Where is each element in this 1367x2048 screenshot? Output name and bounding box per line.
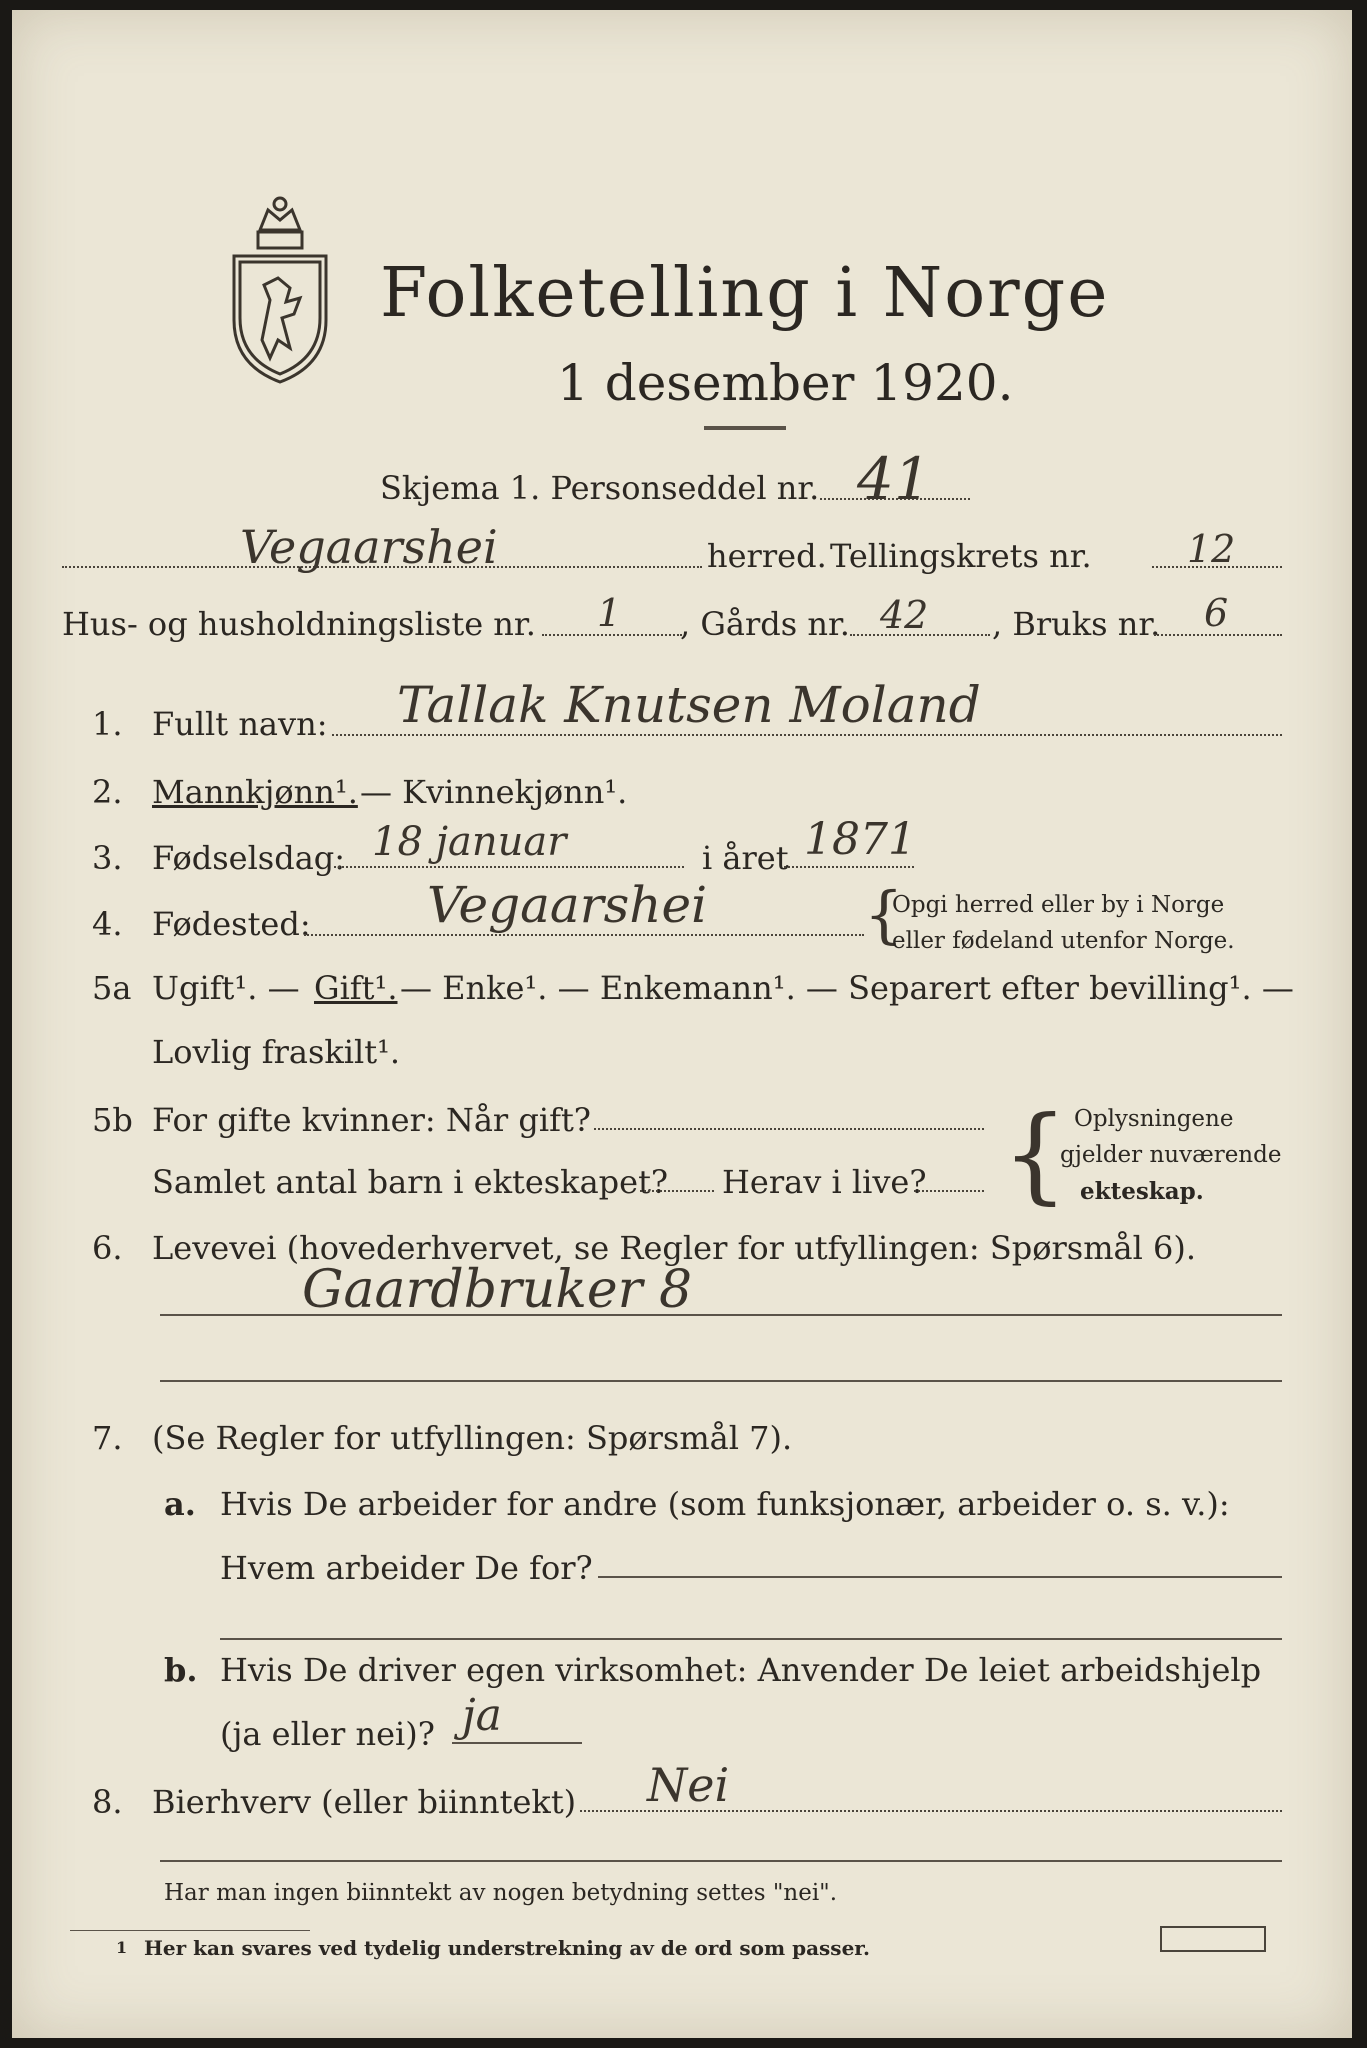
footer-note: Har man ingen biinntekt av nogen betydning settes "nei". (164, 1880, 838, 1906)
q6-line-2 (160, 1380, 1282, 1382)
q7a-question: Hvem arbeider De for? (220, 1549, 593, 1587)
footnote-mark: 1 (116, 1938, 128, 1957)
husholdningsliste-label: Hus- og husholdningsliste nr. (62, 605, 536, 643)
coat-of-arms-icon (220, 190, 340, 390)
husholdningsliste-number: 1 (597, 591, 622, 635)
q2-male-underlined: Mannkjønn¹. (152, 773, 358, 811)
q5b-note-3: ekteskap. (1080, 1178, 1204, 1205)
q5a-ugift: Ugift¹. — (152, 969, 300, 1007)
q5a-other-options: — Enke¹. — Enkemann¹. — Separert efter bevilling¹. — (400, 969, 1294, 1007)
footnote-divider (70, 1930, 310, 1931)
q5b-label-gift: For gifte kvinner: Når gift? (152, 1101, 591, 1139)
q5b-live-line (914, 1190, 984, 1192)
q6-number: 6. (92, 1229, 123, 1267)
q5a-gift-underlined: Gift¹. (314, 969, 398, 1007)
gards-label: , Gårds nr. (680, 605, 850, 643)
q2-female: — Kvinnekjønn¹. (360, 773, 628, 811)
q3-year: 1871 (804, 814, 916, 865)
q8-answer: Nei (647, 1758, 730, 1812)
q7b-letter: b. (164, 1651, 198, 1689)
q4-line (304, 934, 864, 936)
bruks-number: 6 (1204, 591, 1229, 635)
q5a-number: 5a (92, 969, 132, 1007)
schema-label: Skjema 1. Personseddel nr. (380, 469, 820, 507)
q5b-note-2: gjelder nuværende (1060, 1142, 1282, 1168)
title-divider (704, 426, 786, 430)
form-title: Folketelling i Norge (380, 254, 1110, 333)
q1-number: 1. (92, 705, 123, 743)
q5b-label-live: Herav i live? (722, 1163, 927, 1201)
q3-day-line (334, 866, 684, 868)
q3-year-label: i året (702, 839, 789, 877)
q7a-line-2 (220, 1638, 1282, 1640)
q7b-answer: ja (462, 1690, 502, 1741)
q5b-label-barn: Samlet antal barn i ekteskapet? (152, 1163, 669, 1201)
q7b-line (452, 1742, 582, 1744)
q5b-gift-line (594, 1128, 984, 1130)
q7-number: 7. (92, 1419, 123, 1457)
herred-label: herred. (707, 537, 827, 575)
q6-answer: Gaardbruker 8 (302, 1260, 693, 1320)
q1-answer: Tallak Knutsen Moland (397, 676, 981, 734)
herred-name: Vegaarshei (240, 520, 498, 574)
tellingskrets-number: 12 (1187, 527, 1236, 571)
personseddel-number: 41 (857, 445, 931, 513)
q3-number: 3. (92, 839, 123, 877)
q8-number: 8. (92, 1783, 123, 1821)
q3-label: Fødselsdag: (152, 839, 346, 877)
q4-answer: Vegaarshei (427, 876, 708, 934)
q4-brace: { (864, 878, 904, 951)
q3-day: 18 januar (372, 819, 567, 865)
q1-label: Fullt navn: (152, 705, 328, 743)
census-form (12, 10, 1352, 2038)
q7-label: (Se Regler for utfyllingen: Spørsmål 7). (152, 1419, 793, 1457)
q2-number: 2. (92, 773, 123, 811)
tellingskrets-label: Tellingskrets nr. (830, 537, 1092, 575)
q5b-number: 5b (92, 1101, 133, 1139)
q5a-fraskilt: Lovlig fraskilt¹. (152, 1033, 401, 1071)
q4-number: 4. (92, 905, 123, 943)
q7a-text: Hvis De arbeider for andre (som funksjonær, arbeider o. s. v.): (220, 1485, 1230, 1523)
q3-year-line (784, 866, 914, 868)
q8-line-2 (160, 1860, 1282, 1862)
q6-label: Levevei (hovederhvervet, se Regler for utfyllingen: Spørsmål 6). (152, 1229, 1197, 1267)
q7b-question: (ja eller nei)? (220, 1715, 435, 1753)
printer-stamp (1160, 1926, 1266, 1952)
q1-line (332, 734, 1282, 736)
q5b-barn-line (640, 1190, 714, 1192)
footnote-text: Her kan svares ved tydelig understrekning av de ord som passer. (144, 1936, 870, 1960)
census-date: 1 desember 1920. (557, 354, 1014, 412)
q7a-letter: a. (164, 1485, 196, 1523)
q4-note-2: eller fødeland utenfor Norge. (892, 928, 1235, 954)
q4-note-1: Opgi herred eller by i Norge (892, 892, 1225, 918)
q5b-brace: { (1002, 1093, 1069, 1215)
q4-label: Fødested: (152, 905, 311, 943)
gards-number: 42 (880, 593, 929, 637)
q7b-text: Hvis De driver egen virksomhet: Anvender De leiet arbeidshjelp (220, 1651, 1262, 1689)
q7a-line-1 (598, 1576, 1282, 1578)
bruks-label: , Bruks nr. (992, 605, 1161, 643)
q8-label: Bierhverv (eller biinntekt) (152, 1783, 577, 1821)
q5b-note-1: Oplysningene (1074, 1106, 1234, 1132)
